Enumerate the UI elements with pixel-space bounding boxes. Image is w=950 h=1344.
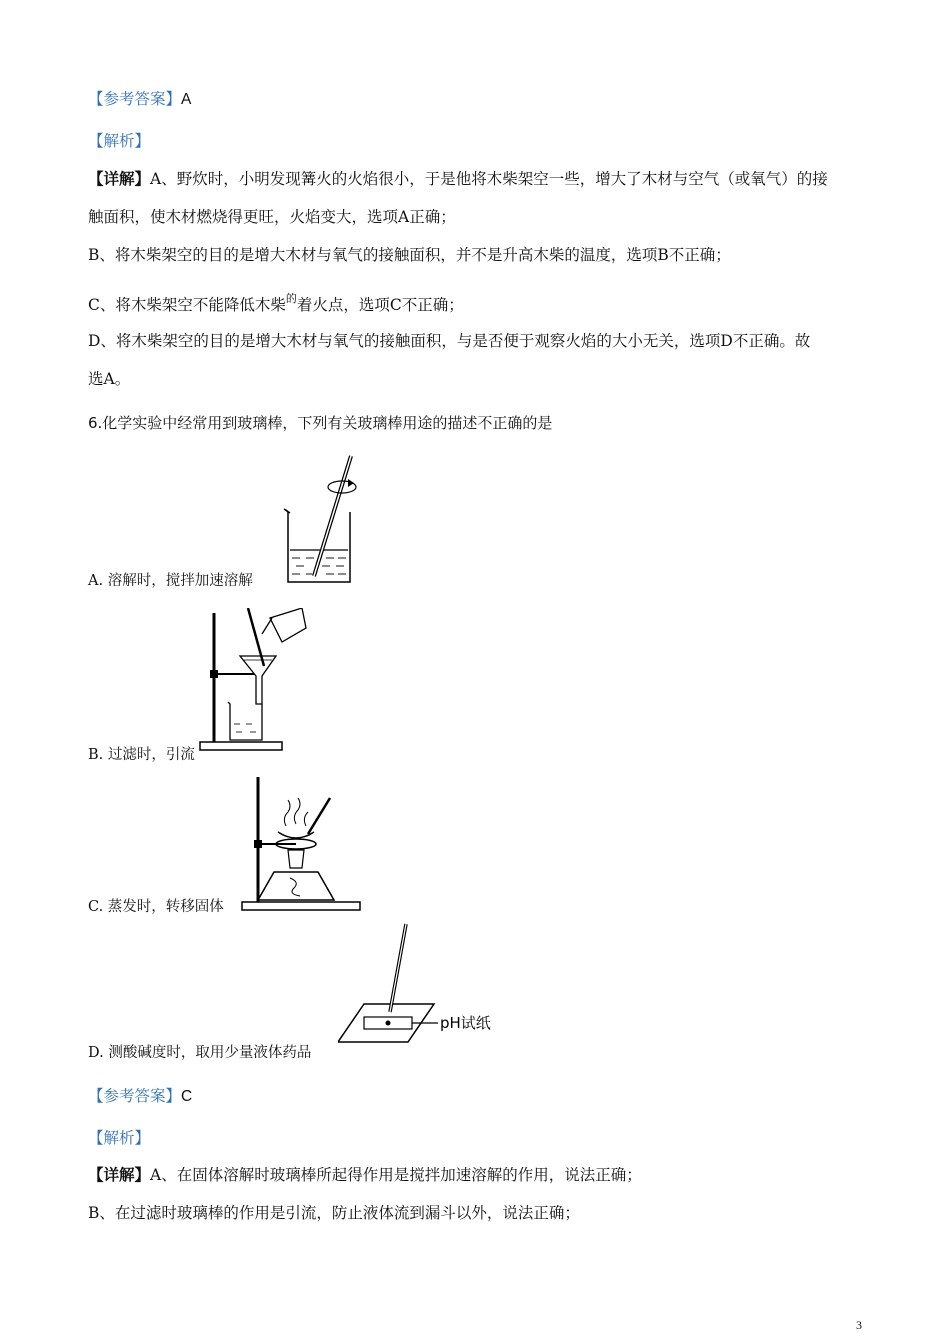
ph-paper-label: pH试纸 xyxy=(440,1014,491,1032)
line-c-part-b: 着火点，选项C不正确； xyxy=(296,296,464,314)
page-number: 3 xyxy=(856,1318,862,1332)
option-c: C. 蒸发时，转移固体 xyxy=(88,899,224,915)
detail-line-d2: 选A。 xyxy=(88,370,131,388)
figure-c-evaporation xyxy=(238,772,363,914)
figure-a-beaker xyxy=(278,452,368,587)
answer-line-2 xyxy=(88,1085,192,1108)
option-b: B. 过滤时，引流 xyxy=(88,747,195,763)
detail-label: 【详解】 xyxy=(88,169,151,188)
detail-label: 【详解】 xyxy=(88,1165,151,1184)
detail-line-c xyxy=(88,288,464,316)
detail-line-b: B、将木柴架空的目的是增大木材与氧气的接触面积，并不是升高木柴的温度，选项B不正确； xyxy=(88,246,731,264)
option-d: D. 测酸碱度时，取用少量液体药品 xyxy=(88,1045,312,1061)
analysis-label: 【解析】 xyxy=(88,1129,151,1147)
detail-line-1 xyxy=(88,168,828,190)
figure-b-filtration xyxy=(198,608,310,753)
answer-label: 【参考答案】 xyxy=(88,1087,182,1105)
detail-text: A、野炊时，小明发现篝火的火焰很小，于是他将木柴架空一些，增大了木材与空气（或氧气）的接 xyxy=(150,170,828,188)
answer-value: C xyxy=(181,1088,193,1105)
answer-value: A xyxy=(181,91,192,108)
detail-text: A、在固体溶解时玻璃棒所起得作用是搅拌加速溶解的作用，说法正确； xyxy=(150,1166,642,1184)
figure-d-ph-paper xyxy=(338,922,510,1047)
detail-2-line-a xyxy=(88,1164,642,1186)
answer-line-1 xyxy=(88,88,191,111)
analysis-label: 【解析】 xyxy=(88,132,151,150)
question-6: 6.化学实验中经常用到玻璃棒，下列有关玻璃棒用途的描述不正确的是 xyxy=(88,414,553,432)
detail-line-2: 触面积，使木材燃烧得更旺，火焰变大，选项A正确； xyxy=(88,208,456,226)
line-c-sup: 的 xyxy=(285,292,297,305)
option-a: A. 溶解时，搅拌加速溶解 xyxy=(88,573,253,589)
detail-2-line-b: B、在过滤时玻璃棒的作用是引流，防止液体流到漏斗以外，说法正确； xyxy=(88,1204,580,1222)
detail-line-d1: D、将木柴架空的目的是增大木材与氧气的接触面积，与是否便于观察火焰的大小无关，选项D不正确。故 xyxy=(88,332,811,350)
answer-label: 【参考答案】 xyxy=(88,90,182,108)
line-c-part-a: C、将木柴架空不能降低木柴 xyxy=(88,296,286,314)
